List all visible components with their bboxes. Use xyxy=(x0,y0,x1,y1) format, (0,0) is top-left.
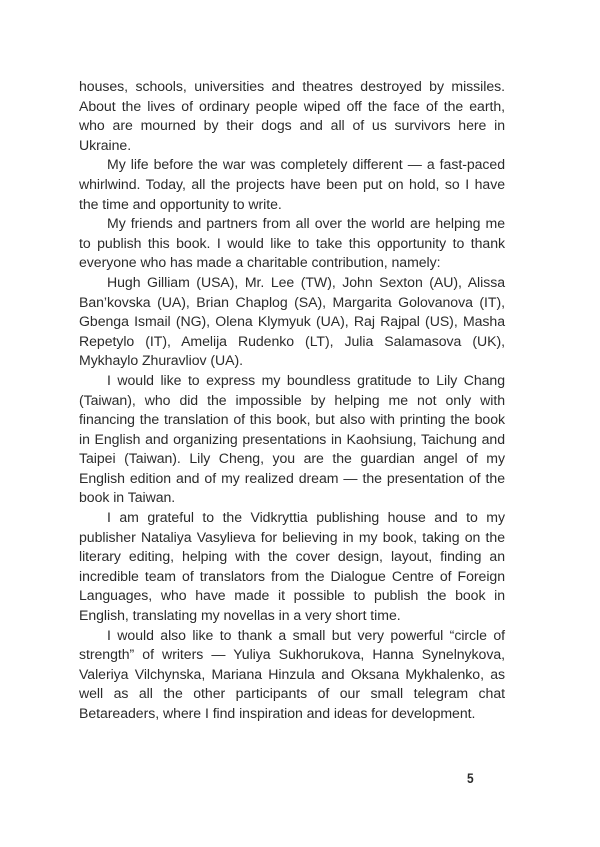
paragraph-1: houses, schools, universities and theatres destroyed by missiles. About the lives of ordinary people wiped off the face of the earth, who are mourned by their dogs and all of us survivors here in Ukraine. xyxy=(79,78,505,153)
paragraph-7: I would also like to thank a small but very powerful “circle of strength” of writers — Yuliya Sukhorukova, Hanna Synelnykova, Valeriya Vilchynska, Mariana Hinzula and Oksana Mykhalenko, as well as all the other participants of our small telegram chat Betareaders, where I find inspiration and ideas for development. xyxy=(79,626,505,721)
page-number: 5 xyxy=(467,770,474,786)
paragraph-3: My friends and partners from all over the world are helping me to publish this book. I would like to take this opportunity to thank everyone who has made a charitable contribution, namely: xyxy=(79,215,505,271)
paragraph-5: I would like to express my boundless gratitude to Lily Chang (Taiwan), who did the impossible by helping me not only with financing the translation of this book, but also with printing the book in English and organizing presentations in Kaohsiung, Taichung and Taipei (Taiwan). Lily Cheng, you are the guardian angel of my English edition and of my realized dream — the presentation of the book in Taiwan. xyxy=(79,371,505,506)
paragraph-4: Hugh Gilliam (USA), Mr. Lee (TW), John Sexton (AU), Alissa Ban’kovska (UA), Brian Chaplog (SA), Margarita Golovanova (IT), Gbenga Ismail (NG), Olena Klymyuk (UA), Raj Rajpal (US), Masha Repetylo (IT), Amelija Rudenko (LT), Julia Salamasova (UK), Mykhaylo Zhuravliov (UA). xyxy=(79,273,505,369)
paragraph-6: I am grateful to the Vidkryttia publishing house and to my publisher Nataliya Vasylieva for believing in my book, taking on the literary editing, helping with the cover design, layout, finding an incredible team of translators from the Dialogue Centre of Foreign Languages, who have made it possible to publish the book in English, translating my novellas in a very short time. xyxy=(79,509,505,624)
page-body xyxy=(79,77,505,724)
paragraph-2: My life before the war was completely different — a fast-paced whirlwind. Today, all the projects have been put on hold, so I have the time and opportunity to write. xyxy=(79,156,505,212)
